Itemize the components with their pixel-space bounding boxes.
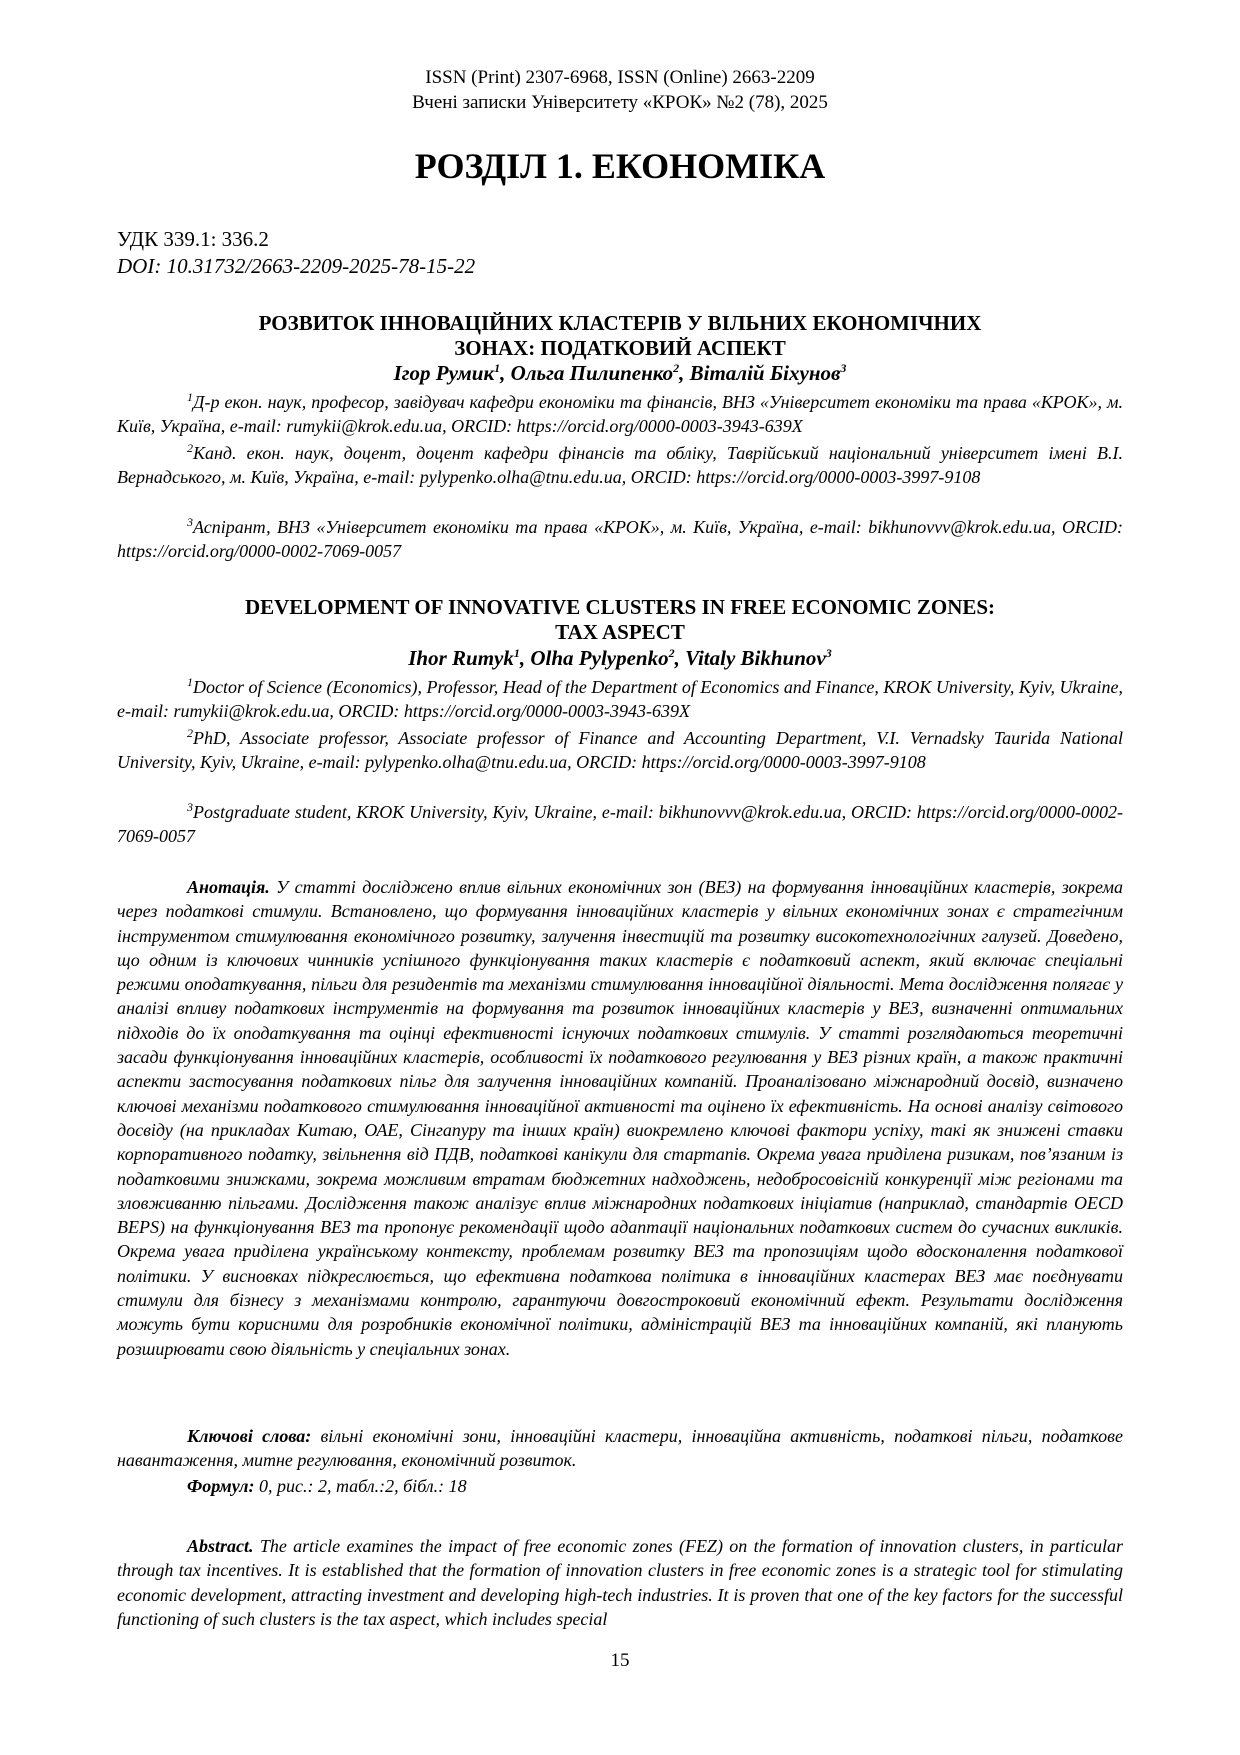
ua-author-2: Ольга Пилипенко [510, 361, 674, 385]
ua-title-line-2: ЗОНАХ: ПОДАТКОВИЙ АСПЕКТ [454, 336, 786, 360]
en-affiliation-1 [117, 675, 1123, 723]
en-affiliation-3 [117, 800, 1123, 848]
en-author-1: Ihor Rumyk [408, 646, 514, 670]
en-affiliation-2 [117, 726, 1123, 774]
en-affiliation-3-text: Postgraduate student, KROK University, Kyiv, Ukraine, e-mail: bikhunovvv@krok.edu.ua, ORCID: https://orcid.org/0000-0002-7069-0057 [117, 802, 1123, 846]
ua-author-1-sup: 1 [494, 361, 501, 375]
ua-authors [117, 361, 1123, 386]
ua-affiliation-3 [117, 515, 1123, 563]
en-affiliation-3-sup: 3 [187, 800, 193, 814]
issn-line: ISSN (Print) 2307-6968, ISSN (Online) 2663-2209 [425, 67, 815, 88]
ua-affiliation-2 [117, 441, 1123, 489]
en-author-3-sup: 3 [825, 646, 832, 660]
doi-link[interactable]: DOI: 10.31732/2663-2209-2025-78-15-22 [117, 254, 476, 278]
abstract-paragraph [117, 1534, 1123, 1631]
annotation-label: Анотація. [187, 877, 270, 897]
ua-author-sep: , [679, 361, 690, 385]
en-author-sep: , [674, 646, 686, 670]
en-affiliation-1-sup: 1 [187, 675, 193, 689]
ua-title-line-1: РОЗВИТОК ІННОВАЦІЙНИХ КЛАСТЕРІВ У ВІЛЬНИХ ЕКОНОМІЧНИХ [258, 311, 982, 335]
en-title-line-2: TAX ASPECT [555, 620, 685, 644]
en-author-3: Vitaly Bikhunov [685, 646, 826, 670]
ua-affiliation-3-sup: 3 [187, 515, 193, 529]
en-affiliation-2-sup: 2 [187, 726, 193, 740]
en-author-2: Olha Pylypenko [530, 646, 669, 670]
keywords-label: Ключові слова: [187, 1426, 312, 1446]
formulas-line [187, 1474, 467, 1498]
keywords-paragraph [117, 1424, 1123, 1473]
annotation-paragraph [117, 875, 1123, 1361]
annotation-text: У статті досліджено вплив вільних економічних зон (ВЕЗ) на формування інноваційних кластерів, зокрема через податкові стимули. Встановлено, що формування інноваційних кластерів у вільних економічних зонах є стратегічним інструментом стимулювання економічного розвитку, залучення інвестицій та розвитку високотехнологічних галузей. Доведено, що одним із ключових чинників успішного функціонування таких кластерів є податковий аспект, який включає спеціальні режими оподаткування, пільги для резидентів та механізми стимулювання інноваційної діяльності. Мета дослідження полягає у аналізі впливу податкових інструментів на формування та розвиток інноваційних кластерів у ВЕЗ, визначенні оптимальних підходів до їх оподаткування та оцінці ефективності існуючих податкових стимулів. У статті розглядаються теоретичні засади функціонування інноваційних кластерів, особливості їх податкового регулювання у ВЕЗ різних країн, а також практичні аспекти застосування податкових пільг для залучення інноваційних компаній. Проаналізовано міжнародний досвід, визначено ключові механізми податкового стимулювання інноваційної активності та оцінено їх ефективність. На основі аналізу світового досвіду (на прикладах Китаю, ОАЕ, Сінгапуру та інших країн) виокремлено ключові фактори успіху, такі як знижені ставки корпоративного податку, звільнення від ПДВ, податкові канікули для стартапів. Окрема увага приділена ризикам, пов’язаним із податковими знижками, зокрема можливим втратам бюджетних надходжень, недобросовісній конкуренції між регіонами та зловживанню пільгами. Дослідження також аналізує вплив міжнародних податкових ініціатив (наприклад, стандартів OECD BEPS) на функціонування ВЕЗ та пропонує рекомендації щодо адаптації національних податкових систем до сучасних викликів. Окрема увага приділена українському контексту, проблемам розвитку ВЕЗ та пропозиціям щодо вдосконалення податкової політики. У висновках підкреслюється, що ефективна податкова політика в інноваційних кластерах ВЕЗ має поєднувати стимули для бізнесу з механізмами контролю, гарантуючи довгостроковий економічний ефект. Результати дослідження можуть бути корисними для розробників економічної політики, адміністрацій ВЕЗ та інноваційних компаній, які планують розширювати свою діяльність у спеціальних зонах. [117, 877, 1123, 1359]
en-affiliation-1-text: Doctor of Science (Economics), Professor, Head of the Department of Economics and Finance, KROK University, Kyiv, Ukraine, e-mail: rumykii@krok.edu.ua, ORCID: https://orcid.org/0000-0003-3943-639X [117, 677, 1123, 721]
formulas-label: Формул: [187, 1476, 255, 1496]
section-title: РОЗДІЛ 1. ЕКОНОМІКА [414, 146, 826, 186]
en-affiliation-2-text: PhD, Associate professor, Associate professor of Finance and Accounting Department, V.I. Vernadsky Taurida National University, Kyiv, Ukraine, e-mail: pylypenko.olha@tnu.edu.ua, ORCID: https://orcid.org/0000-0003-3997-9108 [117, 728, 1123, 772]
en-author-sep: , [519, 646, 531, 670]
ua-author-sep: , [500, 361, 511, 385]
ua-author-2-sup: 2 [673, 361, 680, 375]
ua-author-3: Віталій Біхунов [689, 361, 841, 385]
ua-author-3-sup: 3 [840, 361, 847, 375]
formulas-text: 0, рис.: 2, табл.:2, бібл.: 18 [254, 1476, 467, 1496]
page-number: 15 [610, 1650, 630, 1671]
ua-affiliation-3-text: Аспірант, ВНЗ «Університет економіки та права «КРОК», м. Київ, Україна, e-mail: bikhunovvv@krok.edu.ua, ORCID: https://orcid.org/0000-0002-7069-0057 [117, 517, 1123, 561]
ua-author-1: Ігор Румик [393, 361, 495, 385]
ua-affiliation-1-text: Д-р екон. наук, професор, завідувач кафедри економіки та фінансів, ВНЗ «Університет економіки та права «КРОК», м. Київ, Україна, e-mail: rumykii@krok.edu.ua, ORCID: https://orcid.org/0000-0003-3943-639X [117, 392, 1123, 436]
en-author-2-sup: 2 [668, 646, 675, 660]
ua-affiliation-1 [117, 390, 1123, 438]
en-authors [117, 646, 1123, 671]
journal-line: Вчені записки Університету «КРОК» №2 (78), 2025 [412, 92, 828, 113]
ua-affiliation-2-sup: 2 [187, 441, 193, 455]
abstract-text: The article examines the impact of free economic zones (FEZ) on the formation of innovation clusters, in particular through tax incentives. It is established that the formation of innovation clusters in free economic zones is a strategic tool for stimulating economic development, attracting investment and developing high-tech industries. It is proven that one of the key factors for the successful functioning of such clusters is the tax aspect, which includes special [117, 1536, 1123, 1629]
en-title-line-1: DEVELOPMENT OF INNOVATIVE CLUSTERS IN FREE ECONOMIC ZONES: [244, 595, 996, 619]
ua-affiliation-2-text: Канд. екон. наук, доцент, доцент кафедри фінансів та обліку, Таврійський національний університет імені В.І. Вернадського, м. Київ, Україна, e-mail: pylypenko.olha@tnu.edu.ua, ORCID: https://orcid.org/0000-0003-3997-9108 [117, 443, 1123, 487]
keywords-text: вільні економічні зони, інноваційні кластери, інноваційна активність, податкові пільги, податкове навантаження, митне регулювання, економічний розвиток. [117, 1426, 1123, 1471]
udk-code: УДК 339.1: 336.2 [117, 227, 269, 251]
ua-affiliation-1-sup: 1 [187, 390, 193, 404]
abstract-label: Abstract. [187, 1536, 254, 1556]
en-author-1-sup: 1 [513, 646, 520, 660]
